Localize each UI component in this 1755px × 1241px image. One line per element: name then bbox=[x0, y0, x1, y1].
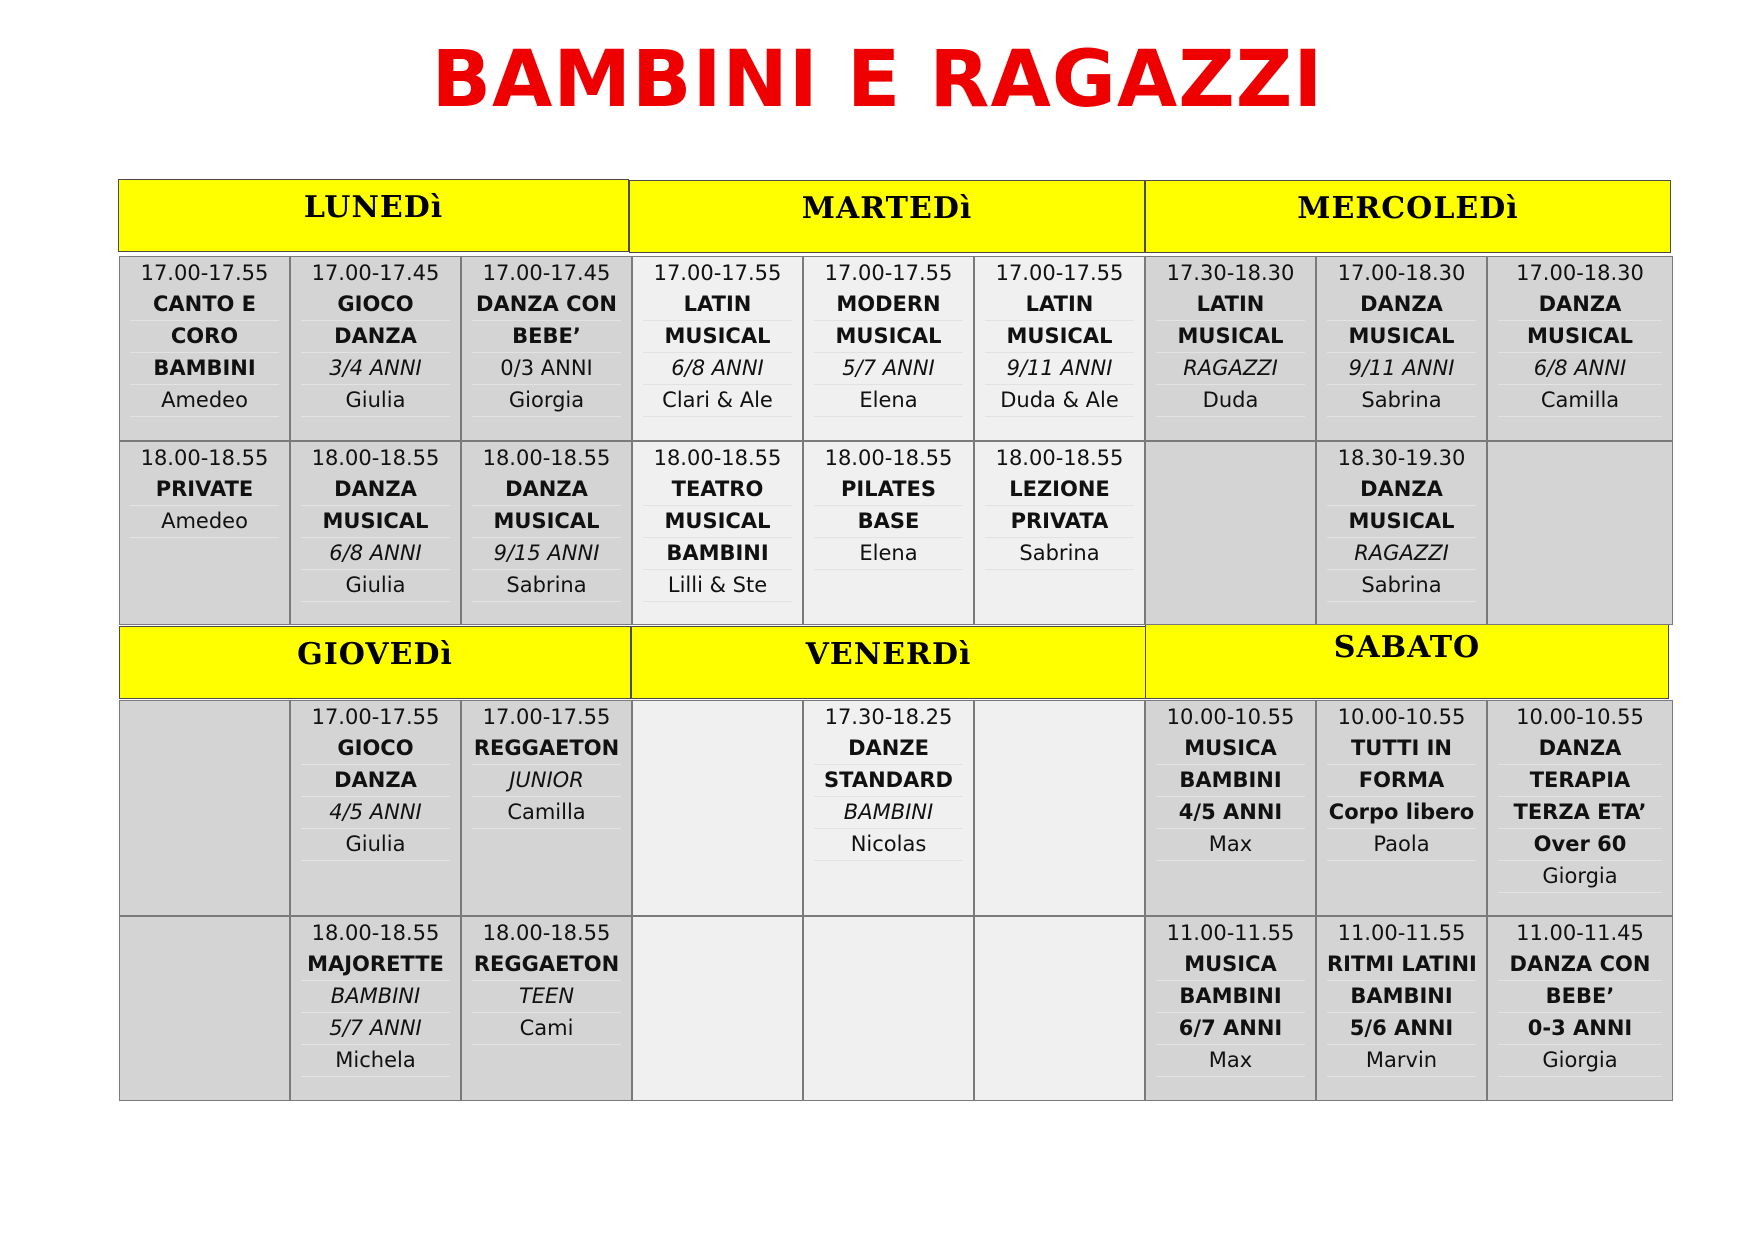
class-line: DANZA bbox=[1498, 289, 1662, 321]
class-line: STANDARD bbox=[814, 765, 963, 797]
class-line: LATIN bbox=[1156, 289, 1305, 321]
class-line: MUSICAL bbox=[814, 321, 963, 353]
day-header-martedi: MARTEDì bbox=[629, 180, 1145, 253]
class-line: LEZIONE bbox=[985, 474, 1134, 506]
class-line: Amedeo bbox=[130, 506, 279, 538]
class-line: Elena bbox=[814, 385, 963, 417]
class-line: BAMBINI bbox=[1327, 981, 1476, 1013]
day-header-venerdi: VENERDì bbox=[631, 626, 1146, 699]
class-line: MUSICAL bbox=[643, 506, 792, 538]
schedule-cell bbox=[119, 441, 290, 625]
class-line: GIOCO bbox=[301, 289, 450, 321]
class-line: Sabrina bbox=[472, 570, 621, 602]
day-header-mercoledi: MERCOLEDì bbox=[1145, 180, 1671, 253]
schedule-cell bbox=[119, 700, 290, 916]
class-line: BEBE’ bbox=[1498, 981, 1662, 1013]
class-time: 18.00-18.55 bbox=[482, 921, 611, 945]
class-line: MUSICAL bbox=[301, 506, 450, 538]
schedule-cell bbox=[632, 256, 803, 441]
class-line: Amedeo bbox=[130, 385, 279, 417]
class-line: MUSICAL bbox=[472, 506, 621, 538]
schedule-cell bbox=[461, 441, 632, 625]
class-line: Clari & Ale bbox=[643, 385, 792, 417]
class-line: MUSICAL bbox=[643, 321, 792, 353]
day-header-lunedi: LUNEDì bbox=[118, 179, 629, 252]
class-line: Giorgia bbox=[1498, 1045, 1662, 1077]
class-line: REGGAETON bbox=[472, 733, 621, 765]
schedule-cell bbox=[1316, 916, 1487, 1101]
schedule-cell bbox=[461, 256, 632, 441]
class-line: Giulia bbox=[301, 570, 450, 602]
schedule-cell bbox=[290, 700, 461, 916]
class-line: PRIVATE bbox=[130, 474, 279, 506]
class-line: CANTO E bbox=[130, 289, 279, 321]
class-line: Nicolas bbox=[814, 829, 963, 861]
schedule-cell bbox=[1145, 916, 1316, 1101]
class-line: Giulia bbox=[301, 385, 450, 417]
schedule-cell bbox=[974, 916, 1145, 1101]
class-line: MODERN bbox=[814, 289, 963, 321]
class-line: BAMBINI bbox=[1156, 765, 1305, 797]
class-line: TUTTI IN bbox=[1327, 733, 1476, 765]
schedule-cell bbox=[803, 700, 974, 916]
schedule-cell bbox=[119, 916, 290, 1101]
class-line: TERAPIA bbox=[1498, 765, 1662, 797]
class-line: MAJORETTE bbox=[301, 949, 450, 981]
class-line: BAMBINI bbox=[301, 981, 450, 1013]
class-line: GIOCO bbox=[301, 733, 450, 765]
class-line: PILATES bbox=[814, 474, 963, 506]
day-header-sabato: SABATO bbox=[1145, 621, 1669, 699]
class-line: Max bbox=[1156, 1045, 1305, 1077]
class-line: Duda & Ale bbox=[985, 385, 1134, 417]
class-time: 17.00-17.55 bbox=[482, 705, 611, 729]
class-line: BAMBINI bbox=[1156, 981, 1305, 1013]
schedule-cell bbox=[1145, 700, 1316, 916]
class-time: 17.00-17.45 bbox=[482, 261, 611, 285]
class-line: 4/5 ANNI bbox=[1156, 797, 1305, 829]
class-line: MUSICA bbox=[1156, 733, 1305, 765]
class-time: 17.30-18.25 bbox=[824, 705, 953, 729]
schedule-cell bbox=[632, 441, 803, 625]
schedule-cell bbox=[803, 256, 974, 441]
schedule-cell bbox=[1145, 441, 1316, 625]
class-line: BAMBINI bbox=[643, 538, 792, 570]
class-line: CORO bbox=[130, 321, 279, 353]
class-line: Giorgia bbox=[472, 385, 621, 417]
class-line: Elena bbox=[814, 538, 963, 570]
class-line: DANZA bbox=[301, 765, 450, 797]
schedule-cell bbox=[290, 916, 461, 1101]
class-time: 11.00-11.55 bbox=[1337, 921, 1466, 945]
class-line: MUSICAL bbox=[1327, 506, 1476, 538]
class-time: 11.00-11.45 bbox=[1516, 921, 1644, 945]
class-line: Giorgia bbox=[1498, 861, 1662, 893]
class-time: 10.00-10.55 bbox=[1166, 705, 1295, 729]
class-line: BAMBINI bbox=[814, 797, 963, 829]
class-line: Max bbox=[1156, 829, 1305, 861]
class-time: 18.00-18.55 bbox=[824, 446, 953, 470]
class-time: 18.00-18.55 bbox=[140, 446, 269, 470]
class-line: Cami bbox=[472, 1013, 621, 1045]
class-line: Giulia bbox=[301, 829, 450, 861]
schedule-cell bbox=[290, 256, 461, 441]
schedule-cell bbox=[803, 441, 974, 625]
schedule-cell bbox=[1487, 441, 1673, 625]
class-line: DANZA bbox=[1327, 474, 1476, 506]
class-line: 6/8 ANNI bbox=[301, 538, 450, 570]
class-time: 17.00-17.55 bbox=[653, 261, 782, 285]
class-time: 18.00-18.55 bbox=[482, 446, 611, 470]
class-line: TEEN bbox=[472, 981, 621, 1013]
class-line: Camilla bbox=[1498, 385, 1662, 417]
schedule-cell bbox=[461, 700, 632, 916]
day-header-giovedi: GIOVEDì bbox=[119, 626, 631, 699]
class-line: 3/4 ANNI bbox=[301, 353, 450, 385]
class-line: 6/7 ANNI bbox=[1156, 1013, 1305, 1045]
class-line: Over 60 bbox=[1498, 829, 1662, 861]
class-time: 10.00-10.55 bbox=[1337, 705, 1466, 729]
schedule-cell bbox=[119, 256, 290, 441]
schedule-cell bbox=[1316, 441, 1487, 625]
class-line: MUSICA bbox=[1156, 949, 1305, 981]
class-time: 17.30-18.30 bbox=[1166, 261, 1295, 285]
schedule-cell bbox=[290, 441, 461, 625]
schedule-cell bbox=[632, 916, 803, 1101]
class-line: TERZA ETA’ bbox=[1498, 797, 1662, 829]
class-line: MUSICAL bbox=[1156, 321, 1305, 353]
class-time: 18.00-18.55 bbox=[653, 446, 782, 470]
schedule-cell bbox=[974, 441, 1145, 625]
class-line: FORMA bbox=[1327, 765, 1476, 797]
class-time: 18.00-18.55 bbox=[995, 446, 1124, 470]
class-time: 18.00-18.55 bbox=[311, 446, 440, 470]
schedule-cell bbox=[1316, 256, 1487, 441]
class-time: 17.00-17.55 bbox=[824, 261, 953, 285]
class-line: 6/8 ANNI bbox=[643, 353, 792, 385]
class-line: 0/3 ANNI bbox=[472, 353, 621, 385]
class-line: DANZA bbox=[472, 474, 621, 506]
class-line: DANZA bbox=[1498, 733, 1662, 765]
class-line: 9/11 ANNI bbox=[1327, 353, 1476, 385]
class-line: DANZA bbox=[301, 321, 450, 353]
class-time: 18.00-18.55 bbox=[311, 921, 440, 945]
class-line: BASE bbox=[814, 506, 963, 538]
schedule-cell bbox=[803, 916, 974, 1101]
class-line: DANZA bbox=[301, 474, 450, 506]
class-line: REGGAETON bbox=[472, 949, 621, 981]
class-time: 17.00-17.45 bbox=[311, 261, 440, 285]
class-line: DANZA bbox=[1327, 289, 1476, 321]
class-line: Michela bbox=[301, 1045, 450, 1077]
class-time: 17.00-17.55 bbox=[140, 261, 269, 285]
class-line: Sabrina bbox=[1327, 385, 1476, 417]
class-line: RAGAZZI bbox=[1327, 538, 1476, 570]
class-time: 17.00-17.55 bbox=[311, 705, 440, 729]
class-line: LATIN bbox=[643, 289, 792, 321]
class-time: 18.30-19.30 bbox=[1337, 446, 1466, 470]
class-line: 4/5 ANNI bbox=[301, 797, 450, 829]
class-line: DANZA CON bbox=[472, 289, 621, 321]
class-line: BEBE’ bbox=[472, 321, 621, 353]
class-line: Sabrina bbox=[985, 538, 1134, 570]
class-line: 9/15 ANNI bbox=[472, 538, 621, 570]
class-line: LATIN bbox=[985, 289, 1134, 321]
class-line: DANZE bbox=[814, 733, 963, 765]
class-line: BAMBINI bbox=[130, 353, 279, 385]
schedule-cell bbox=[461, 916, 632, 1101]
class-line: Paola bbox=[1327, 829, 1476, 861]
class-line: Duda bbox=[1156, 385, 1305, 417]
schedule-cell bbox=[1487, 256, 1673, 441]
class-line: MUSICAL bbox=[1327, 321, 1476, 353]
schedule-cell bbox=[974, 256, 1145, 441]
class-line: 5/6 ANNI bbox=[1327, 1013, 1476, 1045]
schedule-cell bbox=[632, 700, 803, 916]
class-line: 5/7 ANNI bbox=[814, 353, 963, 385]
class-line: Lilli & Ste bbox=[643, 570, 792, 602]
class-line: TEATRO bbox=[643, 474, 792, 506]
class-line: MUSICAL bbox=[1498, 321, 1662, 353]
class-line: JUNIOR bbox=[472, 765, 621, 797]
schedule-cell bbox=[1316, 700, 1487, 916]
class-line: Corpo libero bbox=[1327, 797, 1476, 829]
class-time: 17.00-18.30 bbox=[1516, 261, 1644, 285]
schedule-cell bbox=[1487, 700, 1673, 916]
class-line: Sabrina bbox=[1327, 570, 1476, 602]
class-line: DANZA CON bbox=[1498, 949, 1662, 981]
schedule-cell bbox=[974, 700, 1145, 916]
class-line: 5/7 ANNI bbox=[301, 1013, 450, 1045]
schedule-cell bbox=[1145, 256, 1316, 441]
class-line: MUSICAL bbox=[985, 321, 1134, 353]
schedule-cell bbox=[1487, 916, 1673, 1101]
class-time: 17.00-17.55 bbox=[995, 261, 1124, 285]
class-line: Camilla bbox=[472, 797, 621, 829]
class-line: RAGAZZI bbox=[1156, 353, 1305, 385]
class-line: 0-3 ANNI bbox=[1498, 1013, 1662, 1045]
class-line: PRIVATA bbox=[985, 506, 1134, 538]
class-time: 11.00-11.55 bbox=[1166, 921, 1295, 945]
class-line: RITMI LATINI bbox=[1327, 949, 1476, 981]
class-line: 6/8 ANNI bbox=[1498, 353, 1662, 385]
class-time: 17.00-18.30 bbox=[1337, 261, 1466, 285]
page-title: BAMBINI E RAGAZZI bbox=[431, 35, 1324, 125]
class-line: Marvin bbox=[1327, 1045, 1476, 1077]
class-time: 10.00-10.55 bbox=[1516, 705, 1644, 729]
class-line: 9/11 ANNI bbox=[985, 353, 1134, 385]
